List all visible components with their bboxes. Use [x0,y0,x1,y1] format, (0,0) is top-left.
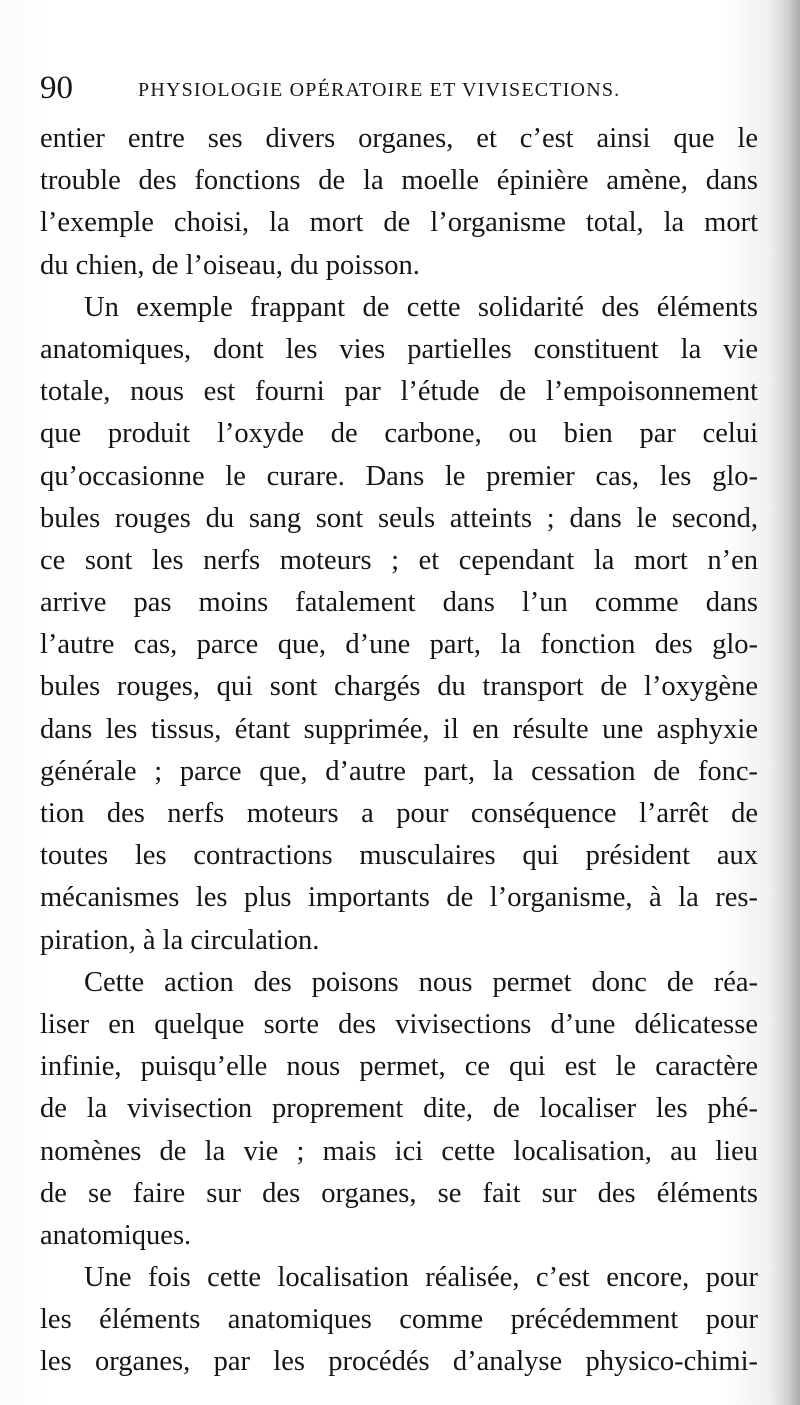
text-line: mécanismes les plus importants de l’organisme, à la res- [40,882,758,914]
text-line: trouble des fonctions de la moelle épinière amène, dans [40,165,758,197]
text-line: que produit l’oxyde de carbone, ou bien par celui [40,418,758,450]
text-line: bules rouges du sang sont seuls atteints ; dans le second, [40,502,758,534]
paragraph [40,1257,758,1384]
text-line: Cette action des poisons nous permet donc de réa- [84,966,758,998]
running-title: PHYSIOLOGIE OPÉRATOIRE ET VIVISECTIONS. [138,79,621,101]
text-line: totale, nous est fourni par l’étude de l’empoisonnement [40,376,758,408]
text-line: l’autre cas, parce que, d’une part, la fonction des glo- [40,629,758,661]
text-line: bules rouges, qui sont chargés du transport de l’oxygène [40,671,758,703]
text-line: liser en quelque sorte des vivisections d’une délicatesse [40,1008,758,1040]
text-line: de la vivisection proprement dite, de localiser les phé- [40,1093,758,1125]
text-line: infinie, puisqu’elle nous permet, ce qui est le caractère [40,1051,758,1083]
text-line: toutes les contractions musculaires qui président aux [40,840,758,872]
text-line: Une fois cette localisation réalisée, c’est encore, pour [84,1262,758,1294]
text-line: anatomiques, dont les vies partielles constituent la vie [40,333,758,365]
text-line: nomènes de la vie ; mais ici cette localisation, au lieu [40,1135,758,1167]
page-header [40,68,760,108]
text-line: qu’occasionne le curare. Dans le premier cas, les glo- [40,460,758,492]
text-line: arrive pas moins fatalement dans l’un comme dans [40,587,758,619]
paragraph [40,287,758,962]
page-number: 90 [40,70,73,106]
text-line: de se faire sur des organes, se fait sur des éléments [40,1177,758,1209]
text-line: les organes, par les procédés d’analyse physico-chimi- [40,1346,758,1378]
text-line: l’exemple choisi, la mort de l’organisme total, la mort [40,207,758,239]
text-line: anatomiques. [40,1219,192,1251]
text-line: entier entre ses divers organes, et c’est ainsi que le [40,123,758,154]
paragraph [40,962,758,1257]
paragraph [40,118,758,287]
spine-shadow [770,0,800,1405]
text-line: du chien, de l’oiseau, du poisson. [40,249,420,281]
text-line: ce sont les nerfs moteurs ; et cependant la mort n’en [40,544,758,576]
text-line: générale ; parce que, d’autre part, la cessation de fonc- [40,755,758,787]
body-text [40,118,758,1384]
text-line: tion des nerfs moteurs a pour conséquence l’arrêt de [40,798,758,829]
text-line: Un exemple frappant de cette solidarité des éléments [84,291,758,323]
text-line: piration, à la circulation. [40,924,320,956]
text-line: dans les tissus, étant supprimée, il en résulte une asphyxie [40,713,758,745]
text-line: les éléments anatomiques comme précédemment pour [40,1304,758,1336]
